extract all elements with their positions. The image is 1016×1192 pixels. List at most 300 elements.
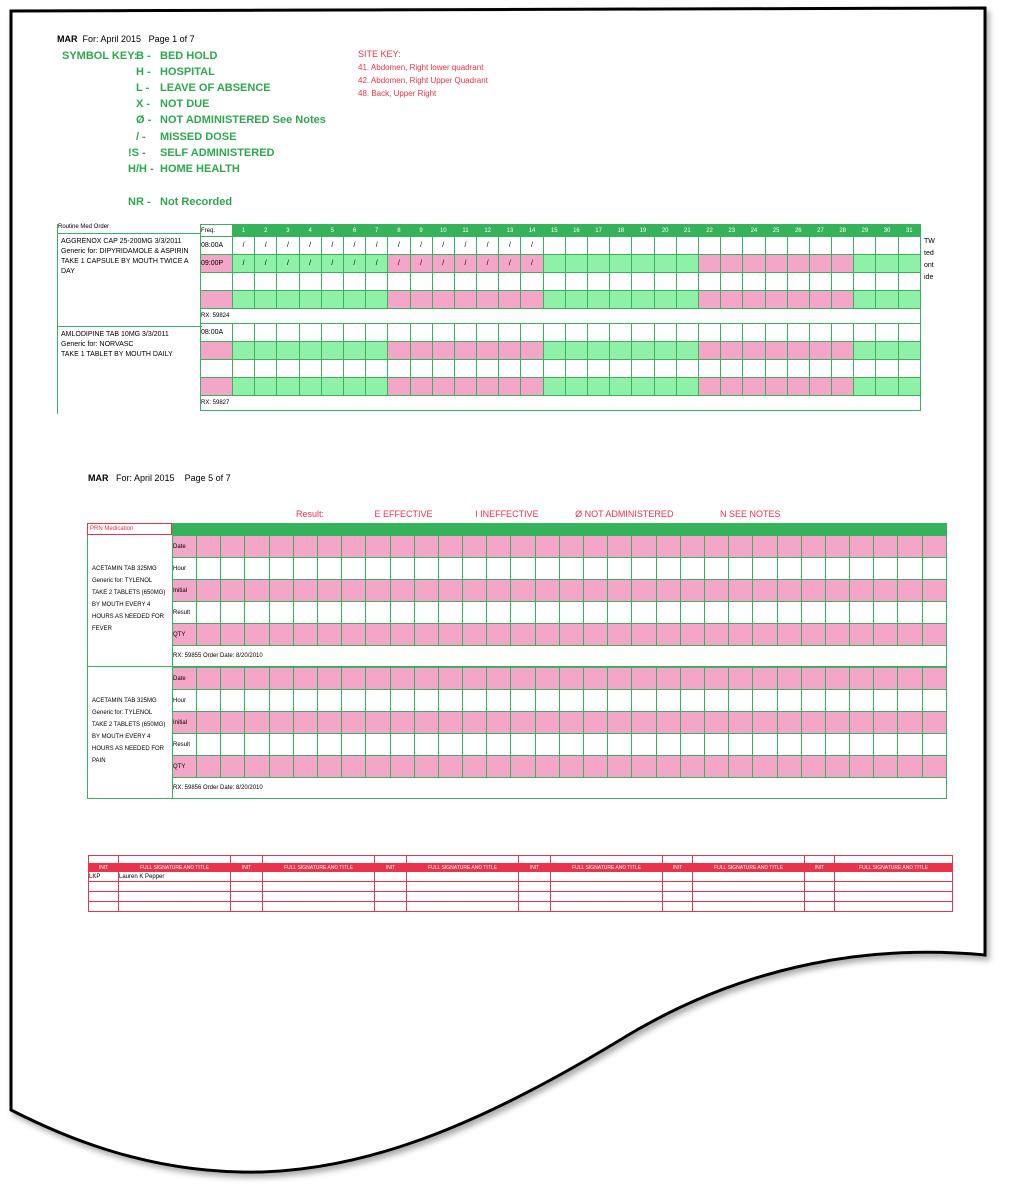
- prn-cell[interactable]: [197, 734, 221, 756]
- dose-cell[interactable]: [388, 342, 410, 360]
- dose-cell[interactable]: /: [499, 237, 521, 255]
- dose-cell[interactable]: [432, 342, 454, 360]
- dose-cell[interactable]: [787, 273, 809, 291]
- dose-cell[interactable]: [832, 342, 854, 360]
- dose-cell[interactable]: [698, 378, 720, 396]
- dose-cell[interactable]: /: [255, 255, 277, 273]
- prn-cell[interactable]: [584, 558, 608, 580]
- dose-cell[interactable]: [698, 342, 720, 360]
- dose-cell[interactable]: [787, 342, 809, 360]
- init-cell[interactable]: [89, 892, 119, 902]
- prn-cell[interactable]: [704, 734, 728, 756]
- dose-cell[interactable]: [676, 255, 698, 273]
- dose-cell[interactable]: [743, 342, 765, 360]
- init-cell[interactable]: [375, 882, 407, 892]
- prn-cell[interactable]: [608, 712, 632, 734]
- dose-cell[interactable]: [698, 255, 720, 273]
- prn-cell[interactable]: [704, 712, 728, 734]
- prn-cell[interactable]: [438, 580, 462, 602]
- prn-cell[interactable]: [632, 602, 656, 624]
- dose-cell[interactable]: [765, 291, 787, 309]
- dose-cell[interactable]: /: [432, 255, 454, 273]
- dose-cell[interactable]: [255, 291, 277, 309]
- dose-cell[interactable]: [499, 360, 521, 378]
- prn-cell[interactable]: [729, 756, 753, 778]
- prn-cell[interactable]: [704, 668, 728, 690]
- prn-cell[interactable]: [680, 712, 704, 734]
- prn-cell[interactable]: [463, 536, 487, 558]
- init-cell[interactable]: [89, 882, 119, 892]
- dose-cell[interactable]: [410, 273, 432, 291]
- dose-cell[interactable]: [743, 237, 765, 255]
- prn-cell[interactable]: [438, 558, 462, 580]
- prn-cell[interactable]: [269, 668, 293, 690]
- dose-cell[interactable]: /: [366, 255, 388, 273]
- prn-cell[interactable]: [293, 712, 317, 734]
- dose-cell[interactable]: [366, 360, 388, 378]
- prn-cell[interactable]: [366, 756, 390, 778]
- dose-cell[interactable]: /: [454, 255, 476, 273]
- dose-cell[interactable]: [343, 273, 365, 291]
- dose-cell[interactable]: /: [521, 255, 543, 273]
- prn-cell[interactable]: [729, 712, 753, 734]
- prn-cell[interactable]: [245, 580, 269, 602]
- dose-cell[interactable]: [521, 342, 543, 360]
- prn-cell[interactable]: [269, 712, 293, 734]
- dose-cell[interactable]: /: [410, 237, 432, 255]
- prn-cell[interactable]: [463, 712, 487, 734]
- prn-cell[interactable]: [608, 558, 632, 580]
- dose-cell[interactable]: [676, 342, 698, 360]
- prn-cell[interactable]: [656, 536, 680, 558]
- init-cell[interactable]: [375, 872, 407, 882]
- prn-cell[interactable]: [197, 756, 221, 778]
- prn-cell[interactable]: [245, 668, 269, 690]
- init-cell[interactable]: [231, 902, 263, 912]
- init-cell[interactable]: [663, 882, 693, 892]
- dose-cell[interactable]: [654, 237, 676, 255]
- prn-cell[interactable]: [729, 558, 753, 580]
- dose-cell[interactable]: [809, 342, 831, 360]
- dose-cell[interactable]: /: [277, 237, 299, 255]
- dose-cell[interactable]: [432, 324, 454, 342]
- prn-cell[interactable]: [922, 580, 946, 602]
- prn-cell[interactable]: [656, 756, 680, 778]
- dose-cell[interactable]: [610, 360, 632, 378]
- dose-cell[interactable]: [676, 291, 698, 309]
- prn-cell[interactable]: [608, 602, 632, 624]
- prn-cell[interactable]: [850, 536, 874, 558]
- dose-cell[interactable]: [477, 360, 499, 378]
- dose-cell[interactable]: [721, 291, 743, 309]
- prn-cell[interactable]: [632, 580, 656, 602]
- dose-cell[interactable]: [765, 237, 787, 255]
- prn-cell[interactable]: [656, 602, 680, 624]
- dose-cell[interactable]: [477, 273, 499, 291]
- prn-cell[interactable]: [874, 536, 898, 558]
- prn-cell[interactable]: [390, 558, 414, 580]
- dose-cell[interactable]: [721, 273, 743, 291]
- prn-cell[interactable]: [317, 536, 341, 558]
- dose-cell[interactable]: [876, 237, 898, 255]
- prn-cell[interactable]: [777, 602, 801, 624]
- dose-cell[interactable]: [676, 273, 698, 291]
- dose-cell[interactable]: [588, 273, 610, 291]
- signature-cell[interactable]: [693, 892, 805, 902]
- prn-cell[interactable]: [245, 624, 269, 646]
- prn-cell[interactable]: [390, 668, 414, 690]
- prn-cell[interactable]: [317, 712, 341, 734]
- prn-cell[interactable]: [898, 734, 922, 756]
- dose-cell[interactable]: /: [321, 255, 343, 273]
- prn-cell[interactable]: [390, 734, 414, 756]
- prn-cell[interactable]: [729, 580, 753, 602]
- prn-cell[interactable]: [197, 690, 221, 712]
- prn-cell[interactable]: [511, 668, 535, 690]
- dose-cell[interactable]: [454, 342, 476, 360]
- prn-cell[interactable]: [438, 690, 462, 712]
- dose-cell[interactable]: [854, 360, 876, 378]
- dose-cell[interactable]: [721, 360, 743, 378]
- dose-cell[interactable]: [698, 291, 720, 309]
- dose-cell[interactable]: [477, 378, 499, 396]
- dose-cell[interactable]: /: [277, 255, 299, 273]
- prn-cell[interactable]: [729, 602, 753, 624]
- dose-cell[interactable]: [898, 255, 920, 273]
- prn-cell[interactable]: [608, 580, 632, 602]
- prn-cell[interactable]: [777, 624, 801, 646]
- dose-cell[interactable]: [543, 273, 565, 291]
- dose-cell[interactable]: [721, 255, 743, 273]
- prn-cell[interactable]: [366, 712, 390, 734]
- dose-cell[interactable]: [765, 273, 787, 291]
- prn-cell[interactable]: [898, 624, 922, 646]
- prn-cell[interactable]: [898, 690, 922, 712]
- prn-cell[interactable]: [850, 712, 874, 734]
- dose-cell[interactable]: [876, 255, 898, 273]
- dose-cell[interactable]: [388, 324, 410, 342]
- prn-cell[interactable]: [777, 580, 801, 602]
- dose-cell[interactable]: [610, 342, 632, 360]
- prn-cell[interactable]: [293, 602, 317, 624]
- dose-cell[interactable]: [676, 324, 698, 342]
- dose-cell[interactable]: [432, 273, 454, 291]
- prn-cell[interactable]: [221, 734, 245, 756]
- prn-cell[interactable]: [535, 602, 559, 624]
- dose-cell[interactable]: [654, 324, 676, 342]
- prn-cell[interactable]: [342, 580, 366, 602]
- dose-cell[interactable]: /: [343, 237, 365, 255]
- init-cell[interactable]: [663, 902, 693, 912]
- dose-cell[interactable]: [410, 360, 432, 378]
- prn-cell[interactable]: [559, 624, 583, 646]
- prn-cell[interactable]: [463, 580, 487, 602]
- dose-cell[interactable]: [898, 378, 920, 396]
- prn-cell[interactable]: [221, 668, 245, 690]
- dose-cell[interactable]: [255, 378, 277, 396]
- dose-cell[interactable]: [787, 360, 809, 378]
- dose-cell[interactable]: [809, 360, 831, 378]
- init-cell[interactable]: [805, 872, 835, 882]
- prn-cell[interactable]: [269, 536, 293, 558]
- prn-cell[interactable]: [317, 602, 341, 624]
- init-cell[interactable]: LKP: [89, 872, 119, 882]
- dose-cell[interactable]: [366, 291, 388, 309]
- dose-cell[interactable]: [477, 342, 499, 360]
- dose-cell[interactable]: [876, 342, 898, 360]
- prn-cell[interactable]: [317, 734, 341, 756]
- prn-cell[interactable]: [342, 712, 366, 734]
- dose-cell[interactable]: [743, 291, 765, 309]
- prn-cell[interactable]: [366, 536, 390, 558]
- dose-cell[interactable]: [299, 291, 321, 309]
- prn-cell[interactable]: [535, 690, 559, 712]
- prn-cell[interactable]: [269, 690, 293, 712]
- dose-cell[interactable]: [233, 360, 255, 378]
- dose-cell[interactable]: [654, 291, 676, 309]
- dose-cell[interactable]: [343, 291, 365, 309]
- prn-cell[interactable]: [197, 624, 221, 646]
- dose-cell[interactable]: [898, 237, 920, 255]
- prn-cell[interactable]: [777, 558, 801, 580]
- signature-cell[interactable]: [263, 892, 375, 902]
- prn-cell[interactable]: [898, 580, 922, 602]
- prn-cell[interactable]: [463, 734, 487, 756]
- prn-cell[interactable]: [317, 624, 341, 646]
- prn-cell[interactable]: [487, 734, 511, 756]
- init-cell[interactable]: [375, 892, 407, 902]
- dose-cell[interactable]: [299, 273, 321, 291]
- dose-cell[interactable]: [343, 360, 365, 378]
- dose-cell[interactable]: [388, 291, 410, 309]
- prn-cell[interactable]: [197, 668, 221, 690]
- dose-cell[interactable]: [588, 291, 610, 309]
- prn-cell[interactable]: [366, 690, 390, 712]
- dose-cell[interactable]: [610, 273, 632, 291]
- dose-cell[interactable]: [832, 360, 854, 378]
- prn-cell[interactable]: [632, 624, 656, 646]
- prn-cell[interactable]: [487, 558, 511, 580]
- prn-cell[interactable]: [511, 558, 535, 580]
- dose-cell[interactable]: [432, 360, 454, 378]
- dose-cell[interactable]: [255, 273, 277, 291]
- dose-cell[interactable]: [499, 273, 521, 291]
- prn-cell[interactable]: [680, 580, 704, 602]
- dose-cell[interactable]: [832, 324, 854, 342]
- prn-cell[interactable]: [850, 734, 874, 756]
- signature-cell[interactable]: [551, 872, 663, 882]
- prn-cell[interactable]: [390, 712, 414, 734]
- dose-cell[interactable]: [876, 291, 898, 309]
- prn-cell[interactable]: [729, 690, 753, 712]
- dose-cell[interactable]: [632, 237, 654, 255]
- dose-cell[interactable]: [743, 378, 765, 396]
- dose-cell[interactable]: [565, 291, 587, 309]
- dose-cell[interactable]: [432, 291, 454, 309]
- dose-cell[interactable]: [787, 255, 809, 273]
- dose-cell[interactable]: [765, 360, 787, 378]
- prn-cell[interactable]: [317, 668, 341, 690]
- prn-cell[interactable]: [632, 558, 656, 580]
- dose-cell[interactable]: [610, 255, 632, 273]
- dose-cell[interactable]: /: [233, 255, 255, 273]
- prn-cell[interactable]: [801, 536, 825, 558]
- dose-cell[interactable]: /: [432, 237, 454, 255]
- dose-cell[interactable]: [321, 378, 343, 396]
- prn-cell[interactable]: [584, 668, 608, 690]
- dose-cell[interactable]: [410, 342, 432, 360]
- dose-cell[interactable]: [233, 291, 255, 309]
- signature-cell[interactable]: [551, 902, 663, 912]
- prn-cell[interactable]: [342, 602, 366, 624]
- prn-cell[interactable]: [656, 580, 680, 602]
- prn-cell[interactable]: [632, 712, 656, 734]
- dose-cell[interactable]: [632, 273, 654, 291]
- prn-cell[interactable]: [293, 624, 317, 646]
- prn-cell[interactable]: [874, 756, 898, 778]
- signature-cell[interactable]: [119, 902, 231, 912]
- dose-cell[interactable]: [654, 273, 676, 291]
- dose-cell[interactable]: [765, 255, 787, 273]
- prn-cell[interactable]: [753, 690, 777, 712]
- prn-cell[interactable]: [366, 624, 390, 646]
- dose-cell[interactable]: [477, 291, 499, 309]
- dose-cell[interactable]: /: [499, 255, 521, 273]
- dose-cell[interactable]: [698, 360, 720, 378]
- dose-cell[interactable]: [543, 360, 565, 378]
- prn-cell[interactable]: [535, 624, 559, 646]
- dose-cell[interactable]: [499, 324, 521, 342]
- prn-cell[interactable]: [825, 712, 849, 734]
- dose-cell[interactable]: [876, 378, 898, 396]
- prn-cell[interactable]: [753, 624, 777, 646]
- prn-cell[interactable]: [656, 690, 680, 712]
- dose-cell[interactable]: [654, 342, 676, 360]
- prn-cell[interactable]: [317, 756, 341, 778]
- prn-cell[interactable]: [608, 536, 632, 558]
- prn-cell[interactable]: [874, 734, 898, 756]
- prn-cell[interactable]: [245, 734, 269, 756]
- dose-cell[interactable]: [565, 360, 587, 378]
- dose-cell[interactable]: [832, 237, 854, 255]
- dose-cell[interactable]: /: [410, 255, 432, 273]
- prn-cell[interactable]: [898, 558, 922, 580]
- prn-cell[interactable]: [825, 734, 849, 756]
- dose-cell[interactable]: [277, 342, 299, 360]
- dose-cell[interactable]: [299, 360, 321, 378]
- dose-cell[interactable]: [410, 378, 432, 396]
- prn-cell[interactable]: [729, 734, 753, 756]
- dose-cell[interactable]: [898, 360, 920, 378]
- dose-cell[interactable]: [477, 324, 499, 342]
- prn-cell[interactable]: [414, 690, 438, 712]
- prn-cell[interactable]: [390, 624, 414, 646]
- prn-cell[interactable]: [221, 756, 245, 778]
- dose-cell[interactable]: [343, 342, 365, 360]
- dose-cell[interactable]: [521, 324, 543, 342]
- signature-cell[interactable]: [693, 872, 805, 882]
- prn-cell[interactable]: [704, 602, 728, 624]
- dose-cell[interactable]: [499, 291, 521, 309]
- prn-cell[interactable]: [463, 756, 487, 778]
- prn-cell[interactable]: [317, 690, 341, 712]
- prn-cell[interactable]: [922, 558, 946, 580]
- prn-cell[interactable]: [608, 756, 632, 778]
- prn-cell[interactable]: [463, 624, 487, 646]
- dose-cell[interactable]: [809, 291, 831, 309]
- prn-cell[interactable]: [511, 756, 535, 778]
- init-cell[interactable]: [519, 882, 551, 892]
- dose-cell[interactable]: [277, 273, 299, 291]
- dose-cell[interactable]: [255, 360, 277, 378]
- dose-cell[interactable]: [854, 324, 876, 342]
- dose-cell[interactable]: [454, 324, 476, 342]
- prn-cell[interactable]: [293, 558, 317, 580]
- dose-cell[interactable]: [743, 255, 765, 273]
- dose-cell[interactable]: [565, 324, 587, 342]
- prn-cell[interactable]: [801, 558, 825, 580]
- prn-cell[interactable]: [342, 668, 366, 690]
- prn-cell[interactable]: [656, 624, 680, 646]
- prn-cell[interactable]: [535, 734, 559, 756]
- prn-cell[interactable]: [801, 668, 825, 690]
- dose-cell[interactable]: [876, 360, 898, 378]
- prn-cell[interactable]: [221, 558, 245, 580]
- dose-cell[interactable]: [765, 342, 787, 360]
- dose-cell[interactable]: /: [388, 237, 410, 255]
- dose-cell[interactable]: [233, 273, 255, 291]
- dose-cell[interactable]: [654, 255, 676, 273]
- prn-cell[interactable]: [559, 668, 583, 690]
- prn-cell[interactable]: [414, 536, 438, 558]
- dose-cell[interactable]: [765, 378, 787, 396]
- dose-cell[interactable]: [543, 378, 565, 396]
- prn-cell[interactable]: [850, 602, 874, 624]
- prn-cell[interactable]: [197, 558, 221, 580]
- prn-cell[interactable]: [293, 536, 317, 558]
- prn-cell[interactable]: [874, 668, 898, 690]
- prn-cell[interactable]: [221, 690, 245, 712]
- dose-cell[interactable]: [565, 237, 587, 255]
- dose-cell[interactable]: [588, 324, 610, 342]
- prn-cell[interactable]: [584, 690, 608, 712]
- signature-cell[interactable]: [551, 892, 663, 902]
- dose-cell[interactable]: /: [233, 237, 255, 255]
- prn-cell[interactable]: [874, 558, 898, 580]
- prn-cell[interactable]: [366, 668, 390, 690]
- dose-cell[interactable]: [898, 324, 920, 342]
- prn-cell[interactable]: [293, 756, 317, 778]
- prn-cell[interactable]: [777, 756, 801, 778]
- prn-cell[interactable]: [608, 734, 632, 756]
- prn-cell[interactable]: [438, 602, 462, 624]
- prn-cell[interactable]: [535, 712, 559, 734]
- prn-cell[interactable]: [511, 690, 535, 712]
- prn-cell[interactable]: [245, 558, 269, 580]
- prn-cell[interactable]: [922, 602, 946, 624]
- dose-cell[interactable]: [809, 273, 831, 291]
- init-cell[interactable]: [663, 892, 693, 902]
- prn-cell[interactable]: [850, 690, 874, 712]
- prn-cell[interactable]: [704, 536, 728, 558]
- prn-cell[interactable]: [221, 602, 245, 624]
- dose-cell[interactable]: [233, 378, 255, 396]
- dose-cell[interactable]: [343, 378, 365, 396]
- prn-cell[interactable]: [704, 580, 728, 602]
- prn-cell[interactable]: [680, 536, 704, 558]
- dose-cell[interactable]: [410, 324, 432, 342]
- prn-cell[interactable]: [221, 712, 245, 734]
